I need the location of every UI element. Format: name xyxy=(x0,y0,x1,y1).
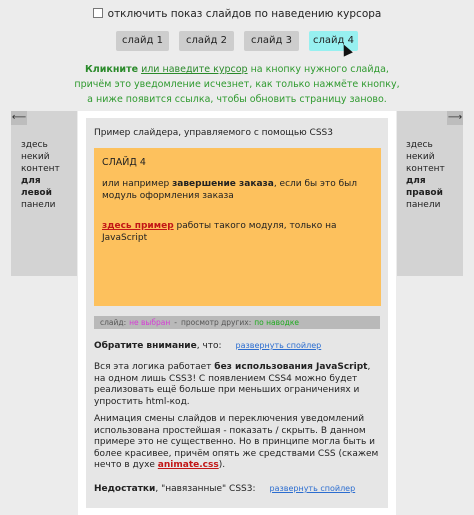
slide-text-bold: завершение заказа xyxy=(172,179,274,189)
slider-container xyxy=(86,118,388,508)
slide-text-part: или например xyxy=(102,179,173,189)
slide-text-part: работы такого модуля, только на JavaScript xyxy=(102,221,337,243)
right-text-line: здесь xyxy=(406,140,433,150)
flaws-middle: , "навязанные" CSS3: xyxy=(155,484,256,494)
right-text-line: панели xyxy=(406,200,441,210)
slider-title: Пример слайдера, управляемого с помощью CSS3 xyxy=(94,128,333,138)
right-text-line: некий xyxy=(406,152,435,162)
flaws-line xyxy=(94,483,384,496)
attention-line xyxy=(94,340,384,353)
paragraph-text: , на одном лишь CSS3! С появлением CSS4 можно будет реализовать ещё больше при меньших ограничениях и упростить html-код. xyxy=(94,362,371,407)
main-panel xyxy=(78,111,396,515)
paragraph-animation xyxy=(94,414,384,472)
status-view-value: по наводке xyxy=(254,318,299,327)
left-text-line: панели xyxy=(21,200,56,210)
tab-slide-1[interactable]: слайд 1 xyxy=(116,31,169,51)
left-text-line: здесь xyxy=(21,140,48,150)
left-text-line: левой xyxy=(21,188,52,198)
slide-text-part: , если бы это был модуль оформления заказа xyxy=(102,179,357,201)
status-view-label: просмотр других: xyxy=(180,318,252,327)
disable-hover-label: отключить показ слайдов по наведению курсора xyxy=(107,8,382,20)
left-panel xyxy=(11,111,77,276)
notice-hover-link[interactable]: или наведите курсор xyxy=(141,64,248,75)
status-separator: - xyxy=(174,318,177,327)
status-slide-value: не выбран xyxy=(129,318,171,327)
status-slide-label: слайд: xyxy=(100,318,127,327)
notice-bold: Кликните xyxy=(85,64,139,75)
slide-text-order xyxy=(102,178,364,202)
right-arrow-icon[interactable]: ⟶ xyxy=(447,112,463,123)
flaws-label: Недостатки xyxy=(94,484,156,494)
paragraph-text: Вся эта логика работает xyxy=(94,362,215,372)
animate-css-link[interactable]: animate.css xyxy=(157,460,219,470)
right-text-line: правой xyxy=(406,188,443,198)
left-text-line: для xyxy=(21,176,41,186)
attention-suffix: , что: xyxy=(196,341,222,351)
tab-slide-4[interactable]: слайд 4 xyxy=(309,31,358,51)
slide-heading: СЛАЙД 4 xyxy=(102,157,146,168)
attention-label: Обратите внимание xyxy=(94,341,197,351)
right-panel xyxy=(397,111,463,276)
left-text-line: контент xyxy=(21,164,60,174)
paragraph-text: ). xyxy=(218,460,226,470)
disable-hover-checkbox[interactable] xyxy=(93,8,103,18)
slide-content xyxy=(94,148,381,306)
right-text-line: контент xyxy=(406,164,445,174)
tab-slide-3[interactable]: слайд 3 xyxy=(244,31,299,51)
paragraph-css3 xyxy=(94,362,384,408)
slider-status-bar xyxy=(94,316,380,329)
notice-line1-rest: на кнопку нужного слайда, xyxy=(247,64,389,75)
tab-slide-2[interactable]: слайд 2 xyxy=(179,31,234,51)
left-panel-text xyxy=(21,139,71,211)
slide-text-example xyxy=(102,220,364,244)
example-link[interactable]: здесь пример xyxy=(102,221,174,231)
paragraph-text: Анимация смены слайдов и переключения уведомлений использована простейшая - показать / скрыть. В данном примере это не существенно. Но в принципе могла быть и более красивее, причём опять же средствами CSS (скажем нечто в духе xyxy=(94,414,379,470)
left-arrow-icon[interactable]: ⟵ xyxy=(11,112,27,123)
spoiler-toggle-2[interactable]: развернуть спойлер xyxy=(269,484,356,493)
notice-line2: причём это уведомление исчезнет, как только нажмёте кнопку, xyxy=(74,79,400,90)
paragraph-bold: без использования JavaScript xyxy=(214,362,368,372)
slide-tabs xyxy=(116,31,376,51)
right-text-line: для xyxy=(406,176,426,186)
instruction-notice xyxy=(0,62,474,107)
disable-hover-option[interactable] xyxy=(0,8,474,20)
spoiler-toggle-1[interactable]: развернуть спойлер xyxy=(235,341,322,350)
left-text-line: некий xyxy=(21,152,50,162)
right-panel-text xyxy=(406,139,456,211)
notice-line3: а ниже появится ссылка, чтобы обновить страницу заново. xyxy=(87,94,387,105)
